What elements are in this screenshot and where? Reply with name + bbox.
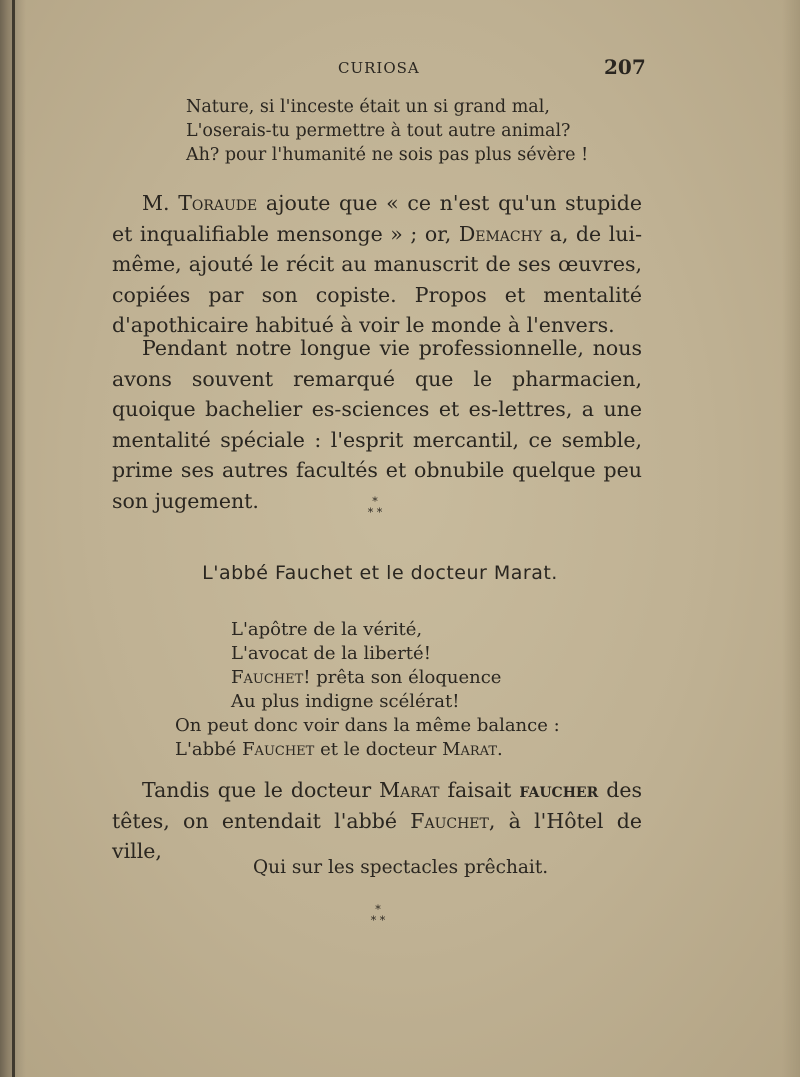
text-run: ajoute que « ce n'est qu'un stupide et inqualifiable mensonge » ; or,: [112, 191, 642, 246]
binding-edge: [12, 0, 15, 1077]
text-run: M.: [142, 191, 179, 215]
asterism-bottom: * *: [367, 506, 383, 519]
name-fauchet: Fauchet: [242, 739, 315, 760]
asterism-divider-2: [358, 904, 398, 926]
text-run: L'abbé: [175, 739, 243, 760]
paragraph-3: [112, 775, 642, 867]
text-run: faisait: [439, 778, 520, 802]
name-fauchet: Fauchet: [410, 808, 489, 833]
running-title: CURIOSA: [338, 59, 420, 77]
verse-line: Nature, si l'inceste était un si grand mal,: [186, 97, 550, 117]
text-run: ! prêta son éloquence: [303, 667, 502, 688]
text-run: Tandis que le docteur: [142, 778, 380, 802]
page-number: 207: [604, 55, 646, 79]
name-marat: Marat: [442, 739, 498, 760]
paragraph-2-text: Pendant notre longue vie professionnelle, nous avons souvent remarqué que le pharmacien, quoique bachelier es-sciences et es-lettres, a une mentalité spéciale : l'esprit mercantil, ce semble, prime ses autres facultés et obnubile quelque peu son jugement.: [112, 336, 642, 513]
section-title: L'abbé Fauchet et le docteur Marat.: [202, 562, 558, 584]
verse-line: [175, 666, 560, 690]
verse-line: [175, 738, 560, 762]
name-marat: Marat: [379, 778, 440, 802]
closing-verse-line: Qui sur les spectacles prêchait.: [253, 857, 549, 878]
text-run: des têtes, on entendait l'abbé: [112, 778, 642, 833]
page-header: [0, 55, 800, 83]
text-run: a, de lui-même, ajouté le récit au manuscrit de ses œuvres, copiées par son copiste. Propos et mentalité d'apothicaire habitué à voir le monde à l'envers.: [112, 221, 642, 337]
verse-line: On peut donc voir dans la même balance :: [175, 715, 560, 736]
page-edge-shadow: [782, 0, 800, 1077]
verse-line: Au plus indigne scélérat!: [231, 691, 460, 712]
paragraph-1: [112, 188, 642, 341]
verse-line: L'avocat de la liberté!: [231, 643, 431, 664]
word-faucher: faucher: [519, 778, 599, 802]
text-run: , à l'Hôtel de ville,: [112, 808, 642, 863]
verse-stanza-1: [186, 95, 588, 167]
text-run: et le docteur: [314, 739, 443, 760]
verse-line: L'oserais-tu permettre à tout autre animal?: [186, 121, 571, 141]
asterism-bottom: * *: [370, 914, 386, 927]
text-run: .: [497, 739, 503, 760]
verse-line: L'apôtre de la vérité,: [231, 619, 423, 640]
paragraph-2: [112, 333, 642, 519]
name-fauchet: Fauchet: [231, 667, 304, 688]
name-demachy: Demachy: [458, 221, 543, 246]
verse-stanza-2: [175, 618, 560, 762]
verse-line: Ah? pour l'humanité ne sois pas plus sévère !: [186, 145, 589, 165]
asterism-top: *: [375, 903, 381, 916]
asterism-divider-1: [355, 496, 395, 518]
name-toraude: Toraude: [178, 191, 258, 215]
asterism-top: *: [372, 495, 378, 508]
